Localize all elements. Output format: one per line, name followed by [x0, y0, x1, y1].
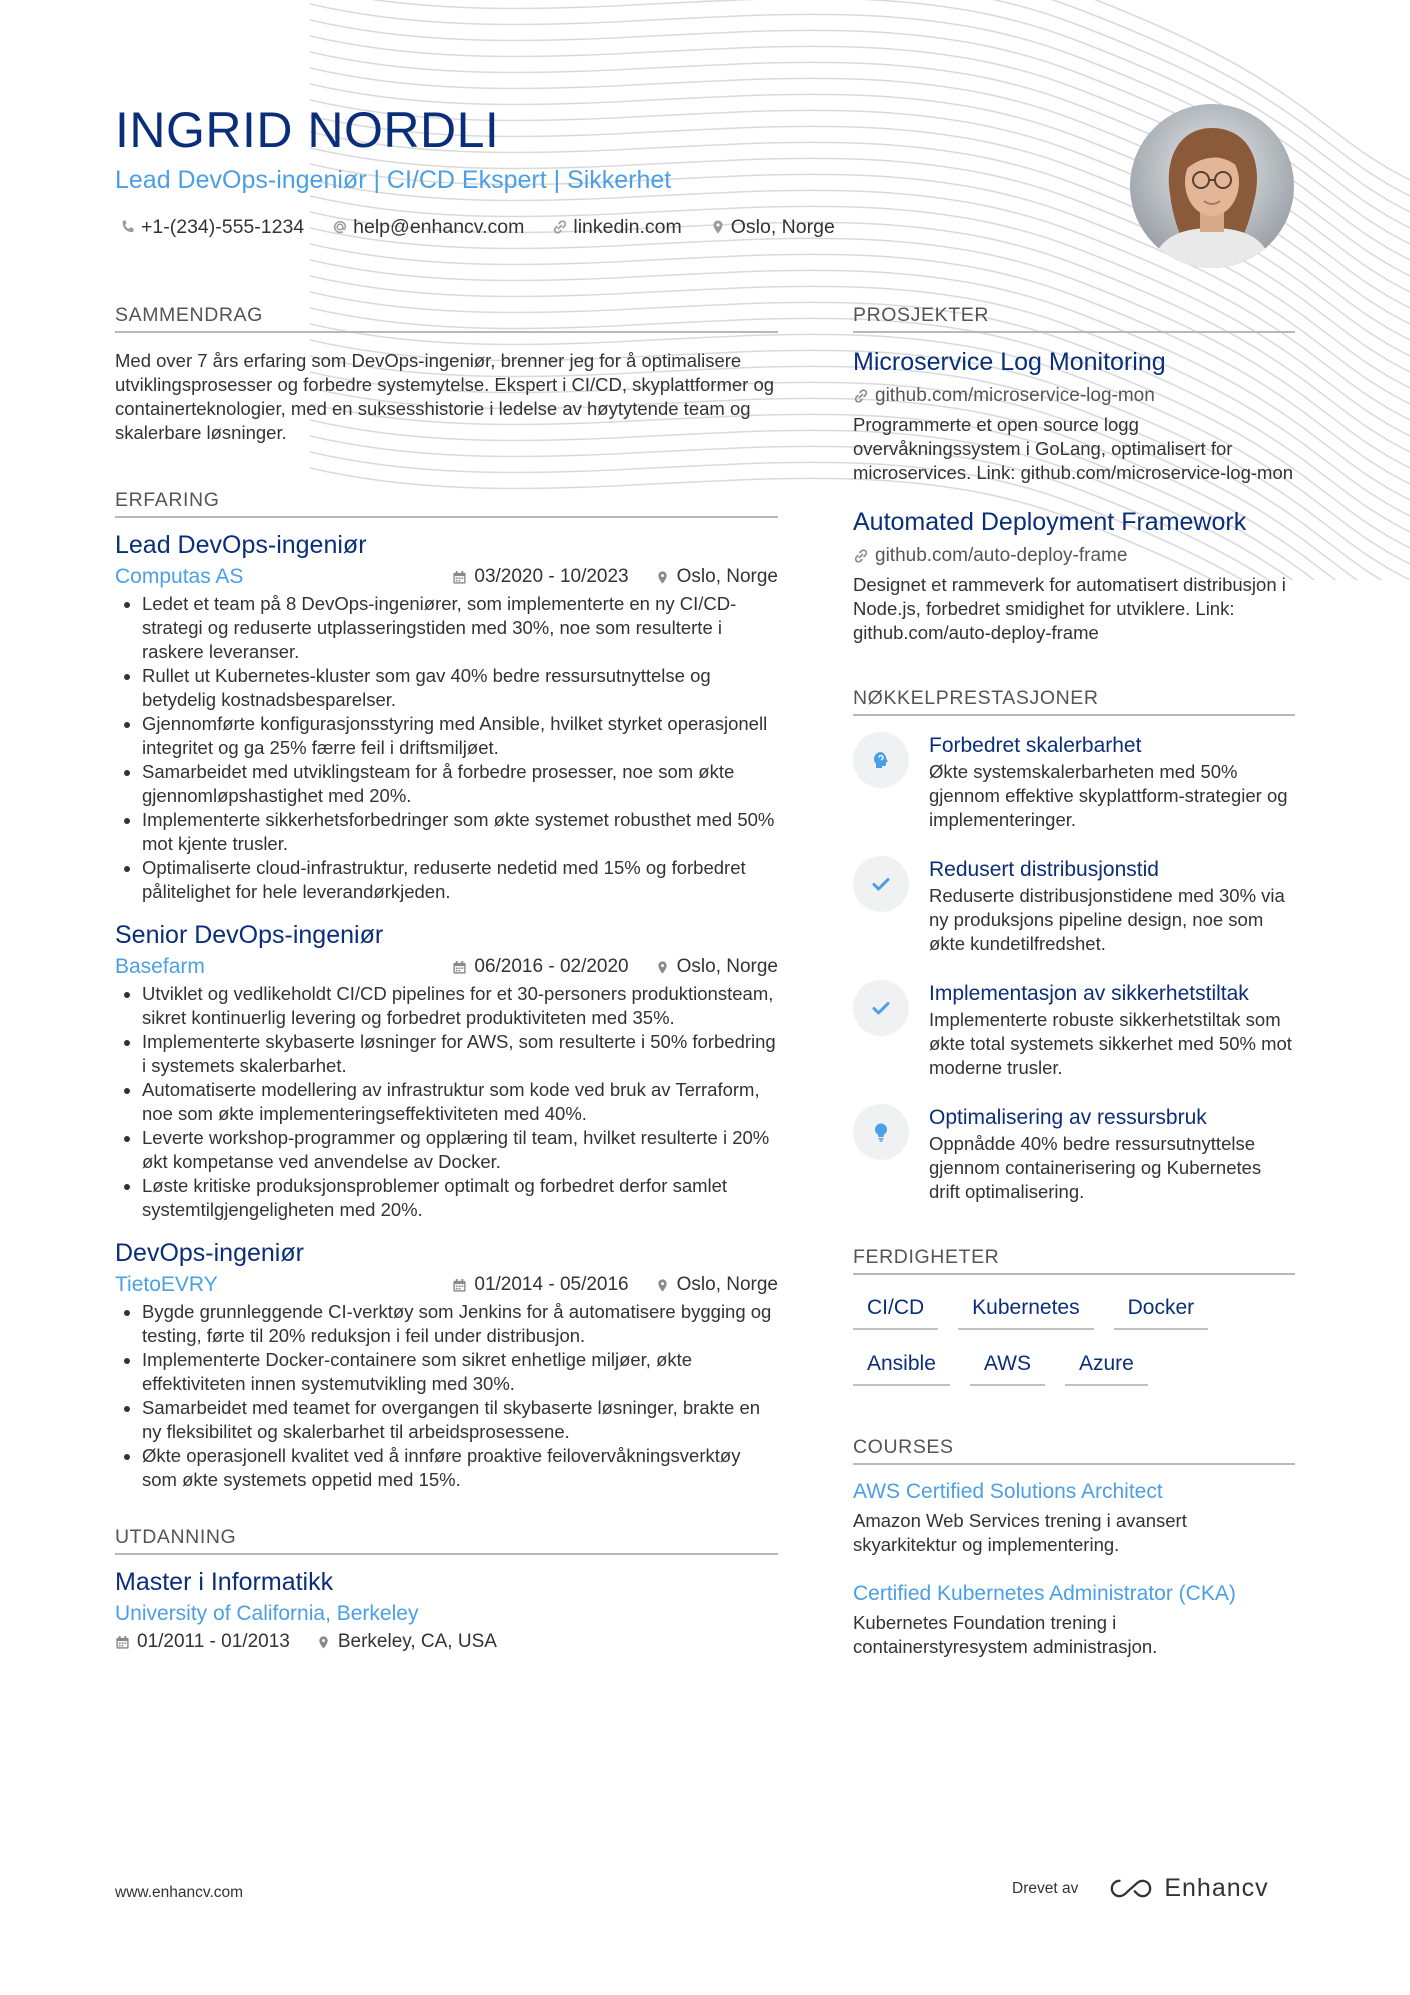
job-entry: [115, 528, 778, 904]
skill-tag: Kubernetes: [958, 1293, 1093, 1330]
job-bullet: • Optimaliserte cloud-infrastruktur, reduserte nedetid med 15% og forbedret pålitelighet for hele leverandørkjeden.: [142, 856, 778, 904]
achievement-title: Redusert distribusjonstid: [929, 858, 1159, 881]
job-dates-text: 01/2014 - 05/2016: [474, 1274, 629, 1295]
achievement-description: Økte systemskalerbarheten med 50% gjennom effektive skyplattform-strategier og implementeringer.: [929, 761, 1288, 830]
skills-section: [853, 1244, 1295, 1386]
right-column: [853, 302, 1295, 1681]
summary-text: Med over 7 års erfaring som DevOps-ingeniør, brenner jeg for å optimalisere utviklingsprosesser og forbedre systemytelse. Ekspert i CI/CD, skyplattformer og containerteknologier, med en suksesshistorie i ledelse av høytytende team og skalerbare løsninger.: [115, 350, 775, 443]
job-title: Lead DevOps-ingeniør: [115, 531, 367, 559]
projects-section: [853, 302, 1295, 645]
project-entry: [853, 505, 1295, 645]
job-bullet: • Bygde grunnleggende CI-verktøy som Jenkins for å automatisere bygging og testing, førte til 20% reduksjon i feil under distribusjon.: [142, 1300, 778, 1348]
left-column: [115, 302, 778, 1653]
checkmark-icon: [853, 856, 909, 912]
company-name: TietoEVRY: [115, 1273, 218, 1296]
job-title: Senior DevOps-ingeniør: [115, 921, 384, 949]
skill-tag: Docker: [1114, 1293, 1209, 1330]
company-name: Basefarm: [115, 955, 205, 978]
achievement-description: Implementerte robuste sikkerhetstiltak som økte total systemets sikkerhet med 50% mot moderne trusler.: [929, 1009, 1292, 1078]
course-entry: [853, 1477, 1295, 1557]
job-bullets: [115, 982, 778, 1222]
project-link[interactable]: [853, 383, 1295, 409]
experience-heading: ERFARING: [115, 487, 778, 518]
achievement-title: Optimalisering av ressursbruk: [929, 1106, 1207, 1129]
education-dates-text: 01/2011 - 01/2013: [137, 1631, 290, 1652]
link-icon: [853, 388, 869, 404]
project-description: Designet et rammeverk for automatisert distribusjon i Node.js, forbedret smidighet for utviklere. Link: github.com/auto-deploy-frame: [853, 574, 1286, 643]
course-description: Kubernetes Foundation trening i containerstyresystem administrasjon.: [853, 1612, 1158, 1657]
candidate-name: INGRID NORDLI: [115, 102, 500, 158]
job-entry: [115, 1236, 778, 1492]
job-bullet: • Implementerte Docker-containere som sikret enhetlige miljøer, økte effektiviteten innen systemutvikling med 30%.: [142, 1348, 778, 1396]
calendar-icon: [452, 1278, 467, 1293]
enhancv-brand-text: Enhancv: [1164, 1874, 1269, 1902]
link-icon: [552, 219, 568, 235]
education-heading: UTDANNING: [115, 1524, 778, 1555]
job-dates: [452, 1270, 628, 1300]
location-pin-icon: [316, 1635, 331, 1650]
skills-heading: FERDIGHETER: [853, 1244, 1295, 1275]
job-title: DevOps-ingeniør: [115, 1239, 304, 1267]
project-description: Programmerte et open source logg overvåkningssystem i GoLang, optimalisert for microservices. Link: github.com/microservice-log-mon: [853, 414, 1294, 483]
education-location: [316, 1631, 497, 1653]
footer-branding: [1012, 1874, 1269, 1903]
achievement-title: Forbedret skalerbarhet: [929, 734, 1142, 757]
experience-section: [115, 487, 778, 1492]
achievements-heading: NØKKELPRESTASJONER: [853, 685, 1295, 716]
calendar-icon: [452, 570, 467, 585]
courses-section: [853, 1434, 1295, 1659]
lightbulb-icon: [853, 1104, 909, 1160]
skill-tag: AWS: [970, 1349, 1045, 1386]
school-name: University of California, Berkeley: [115, 1602, 419, 1625]
contact-phone[interactable]: [120, 214, 304, 240]
job-bullet: • Rullet ut Kubernetes-kluster som gav 40% bedre ressursutnyttelse og betydelig kostnadsbesparelser.: [142, 664, 778, 712]
project-entry: [853, 345, 1295, 485]
enhancv-logo[interactable]: [1108, 1874, 1268, 1903]
summary-heading: SAMMENDRAG: [115, 302, 778, 333]
project-link[interactable]: [853, 543, 1295, 569]
job-bullet: • Løste kritiske produksjonsproblemer optimalt og forbedret derfor samlet systemtilgjengeligheten med 20%.: [142, 1174, 778, 1222]
job-entry: [115, 918, 778, 1222]
job-bullet: • Samarbeidet med teamet for overgangen til skybaserte løsninger, brakte en ny fleksibilitet og skalerbarhet til arbeidsprosessene.: [142, 1396, 778, 1444]
achievement-description: Reduserte distribusjonstidene med 30% via ny produksjons pipeline design, noe som økte kundetilfredshet.: [929, 885, 1285, 954]
company-name: Computas AS: [115, 565, 244, 588]
job-bullets: [115, 1300, 778, 1492]
project-title: Microservice Log Monitoring: [853, 348, 1166, 376]
candidate-tagline: Lead DevOps-ingeniør | CI/CD Ekspert | Sikkerhet: [115, 166, 672, 194]
contact-linkedin[interactable]: [552, 214, 681, 240]
at-icon: [332, 219, 348, 235]
contact-bar: [120, 214, 835, 240]
project-link-text: github.com/auto-deploy-frame: [875, 545, 1128, 566]
projects-heading: PROSJEKTER: [853, 302, 1295, 333]
phone-text: +1-(234)-555-1234: [141, 216, 305, 238]
course-entry: [853, 1579, 1295, 1659]
phone-icon: [120, 219, 136, 235]
avatar: [1130, 104, 1294, 268]
job-bullets: [115, 592, 778, 904]
calendar-icon: [452, 960, 467, 975]
job-location-text: Oslo, Norge: [676, 1274, 778, 1295]
course-title: AWS Certified Solutions Architect: [853, 1480, 1163, 1503]
achievement-entry: [853, 980, 1295, 1080]
skill-tag: Azure: [1065, 1349, 1148, 1386]
powered-by-label: Drevet av: [1012, 1879, 1079, 1897]
education-location-text: Berkeley, CA, USA: [337, 1631, 497, 1652]
location-pin-icon: [710, 219, 726, 235]
skill-tag: Ansible: [853, 1349, 950, 1386]
education-dates: [115, 1631, 290, 1653]
job-bullet: • Gjennomførte konfigurasjonsstyring med Ansible, hvilket styrket operasjonell integritet og ga 25% færre feil i driftsmiljøet.: [142, 712, 778, 760]
job-bullet: • Automatiserte modellering av infrastruktur som kode ved bruk av Terraform, noe som økte implementeringseffektiviteten med 40%.: [142, 1078, 778, 1126]
linkedin-text: linkedin.com: [573, 216, 682, 238]
job-location-text: Oslo, Norge: [676, 956, 778, 977]
location-pin-icon: [655, 1278, 670, 1293]
job-dates-text: 06/2016 - 02/2020: [474, 956, 629, 977]
email-text: help@enhancv.com: [353, 216, 525, 238]
footer-website[interactable]: www.enhancv.com: [115, 1884, 244, 1901]
summary-section: [115, 302, 778, 445]
job-bullet: • Implementerte sikkerhetsforbedringer som økte systemet robusthet med 50% mot kjente trusler.: [142, 808, 778, 856]
achievements-section: [853, 685, 1295, 1204]
skills-list: [853, 1293, 1295, 1386]
job-bullet: • Økte operasjonell kvalitet ved å innføre proaktive feilovervåkningsverktøy som økte systemets oppetid med 15%.: [142, 1444, 778, 1492]
achievement-entry: [853, 1104, 1295, 1204]
degree-title: Master i Informatikk: [115, 1568, 334, 1596]
project-link-text: github.com/microservice-log-mon: [875, 385, 1155, 406]
location-text: Oslo, Norge: [730, 216, 835, 238]
enhancv-logo-icon: [1108, 1877, 1154, 1900]
job-location: [655, 562, 778, 592]
location-pin-icon: [655, 570, 670, 585]
job-location: [655, 1270, 778, 1300]
job-dates: [452, 952, 628, 982]
job-bullet: • Leverte workshop-programmer og opplæring til team, hvilket resulterte i 20% økt kompetanse ved anvendelse av Docker.: [142, 1126, 778, 1174]
head-icon: [853, 732, 909, 788]
course-description: Amazon Web Services trening i avansert skyarkitektur og implementering.: [853, 1510, 1187, 1555]
achievement-entry: [853, 856, 1295, 956]
achievement-description: Oppnådde 40% bedre ressursutnyttelse gjennom containerisering og Kubernetes drift optimalisering.: [929, 1133, 1262, 1202]
link-icon: [853, 548, 869, 564]
location-pin-icon: [655, 960, 670, 975]
courses-heading: COURSES: [853, 1434, 1295, 1465]
profile-photo: [1130, 104, 1294, 268]
job-bullet: • Samarbeidet med utviklingsteam for å forbedre prosesser, noe som økte gjennomløpshastighet med 20%.: [142, 760, 778, 808]
calendar-icon: [115, 1635, 130, 1650]
job-bullet: • Utviklet og vedlikeholdt CI/CD pipelines for et 30-personers produktionsteam, sikret kontinuerlig levering og forbedret produktiviteten med 35%.: [142, 982, 778, 1030]
achievement-title: Implementasjon av sikkerhetstiltak: [929, 982, 1249, 1005]
job-bullet: • Implementerte skybaserte løsninger for AWS, som resulterte i 50% forbedring i systemets skalerbarhet.: [142, 1030, 778, 1078]
achievement-entry: [853, 732, 1295, 832]
job-bullet: • Ledet et team på 8 DevOps-ingeniører, som implementerte en ny CI/CD-strategi og reduserte utplasseringstiden med 30%, noe som resulterte i raskere leveranser.: [142, 592, 778, 664]
checkmark-icon: [853, 980, 909, 1036]
course-title: Certified Kubernetes Administrator (CKA): [853, 1582, 1236, 1605]
job-dates-text: 03/2020 - 10/2023: [474, 566, 629, 587]
job-location: [655, 952, 778, 982]
project-title: Automated Deployment Framework: [853, 508, 1247, 536]
skill-tag: CI/CD: [853, 1293, 938, 1330]
education-section: [115, 1524, 778, 1653]
contact-location: [710, 214, 835, 240]
job-location-text: Oslo, Norge: [676, 566, 778, 587]
job-dates: [452, 562, 628, 592]
contact-email[interactable]: [332, 214, 524, 240]
